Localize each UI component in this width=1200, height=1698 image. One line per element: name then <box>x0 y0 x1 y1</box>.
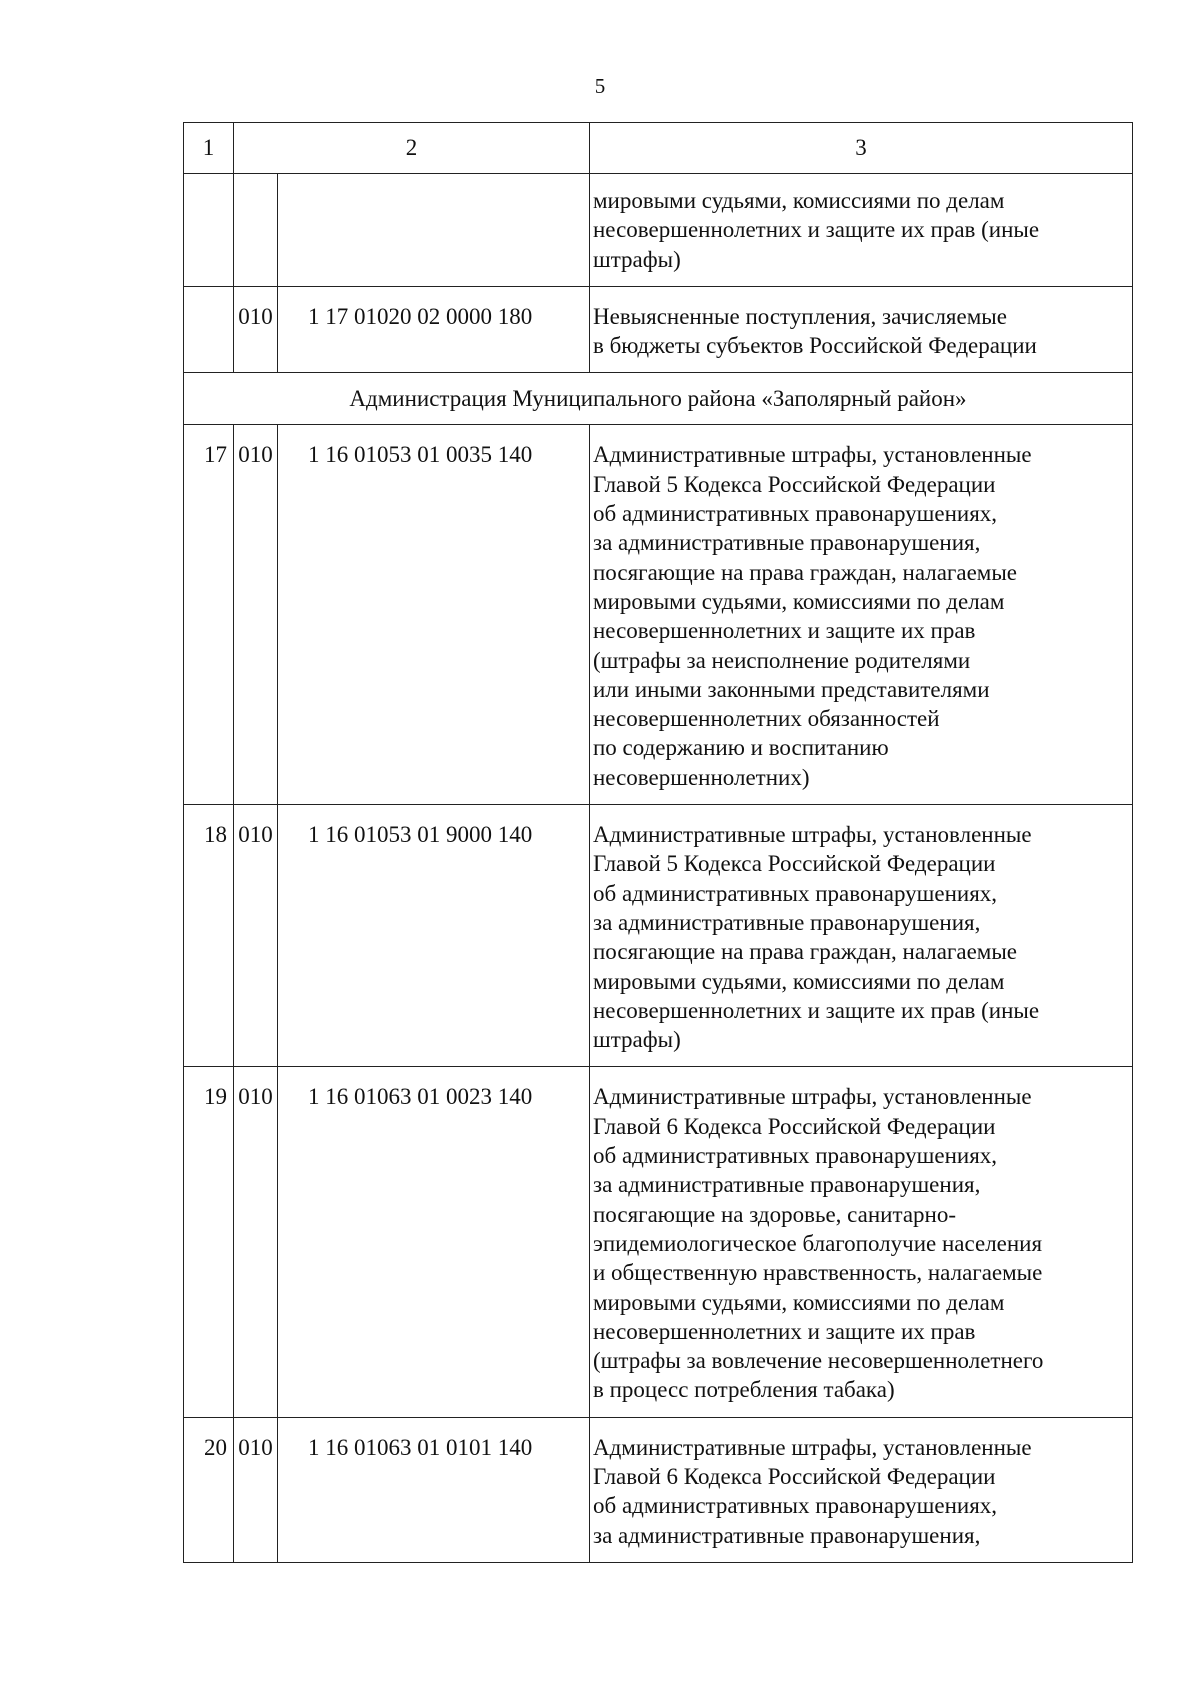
description-line: за административные правонарушения, <box>593 1522 981 1548</box>
section-row <box>184 373 1133 425</box>
description-line: посягающие на права граждан, налагаемые <box>593 559 1017 585</box>
table-row <box>184 805 1133 1067</box>
admin-code: 010 <box>234 425 278 805</box>
revenue-codes-table <box>183 122 1133 1563</box>
description-line: несовершеннолетних обязанностей <box>593 706 940 732</box>
description-line: (штрафы за неисполнение родителями <box>593 647 971 673</box>
row-number <box>184 286 234 373</box>
description-line: мировыми судьями, комиссиями по делам <box>593 188 1005 213</box>
description-line: в бюджеты субъектов Российской Федерации <box>593 333 1037 359</box>
description-line: Административные штрафы, установленные <box>593 1434 1032 1460</box>
page-number: 5 <box>594 74 606 98</box>
revenue-code: 1 16 01063 01 0023 140 <box>278 1067 590 1417</box>
table-header-row <box>184 123 1133 174</box>
description-line: за административные правонарушения, <box>593 530 981 556</box>
description-line: об административных правонарушениях, <box>593 880 998 906</box>
admin-code: 010 <box>234 1417 278 1562</box>
description-line: (штрафы за вовлечение несовершеннолетнего <box>593 1348 1044 1374</box>
description-line: мировыми судьями, комиссиями по делам <box>593 1289 1005 1315</box>
description-line: за административные правонарушения, <box>593 909 981 935</box>
description-line: Главой 5 Кодекса Российской Федерации <box>593 851 996 877</box>
table-row <box>184 286 1133 373</box>
revenue-code: 1 16 01053 01 0035 140 <box>278 425 590 805</box>
description-line: Главой 6 Кодекса Российской Федерации <box>593 1463 996 1489</box>
revenue-description <box>590 1417 1133 1562</box>
description-line: Невыясненные поступления, зачисляемые <box>593 303 1007 329</box>
revenue-code: 1 16 01053 01 9000 140 <box>278 805 590 1067</box>
description-line: штрафы) <box>593 1027 681 1053</box>
description-line: эпидемиологическое благополучие населения <box>593 1230 1043 1256</box>
revenue-description <box>590 425 1133 805</box>
description-line: об административных правонарушениях, <box>593 1493 998 1519</box>
description-line: в процесс потребления табака) <box>593 1377 895 1403</box>
row-number <box>184 174 234 287</box>
table-row <box>184 1067 1133 1417</box>
admin-code: 010 <box>234 286 278 373</box>
description-line: или иными законными представителями <box>593 676 990 702</box>
row-number: 19 <box>184 1067 234 1417</box>
section-title: Администрация Муниципального района «Заполярный район» <box>184 373 1133 425</box>
description-line: посягающие на права граждан, налагаемые <box>593 939 1017 965</box>
description-line: по содержанию и воспитанию <box>593 735 889 761</box>
description-line: мировыми судьями, комиссиями по делам <box>593 588 1005 614</box>
revenue-description <box>590 805 1133 1067</box>
admin-code: 010 <box>234 1067 278 1417</box>
revenue-code: 1 17 01020 02 0000 180 <box>278 286 590 373</box>
row-number: 20 <box>184 1417 234 1562</box>
revenue-code <box>278 174 590 287</box>
admin-code: 010 <box>234 805 278 1067</box>
revenue-description <box>590 286 1133 373</box>
description-line: штрафы) <box>593 246 681 272</box>
description-line: Главой 6 Кодекса Российской Федерации <box>593 1113 996 1139</box>
table-row <box>184 1417 1133 1562</box>
row-number: 18 <box>184 805 234 1067</box>
description-line: несовершеннолетних и защите их прав <box>593 1318 976 1344</box>
description-line: Административные штрафы, установленные <box>593 1084 1032 1110</box>
description-line: Административные штрафы, установленные <box>593 442 1032 468</box>
row-number: 17 <box>184 425 234 805</box>
header-col-1: 1 <box>184 123 234 174</box>
description-line: мировыми судьями, комиссиями по делам <box>593 968 1005 994</box>
description-line: и общественную нравственность, налагаемые <box>593 1260 1043 1286</box>
table-row-continuation <box>184 174 1133 287</box>
description-line: несовершеннолетних) <box>593 764 810 790</box>
description-line: об административных правонарушениях, <box>593 501 998 527</box>
revenue-description <box>590 1067 1133 1417</box>
table-row <box>184 425 1133 805</box>
description-line: Главой 5 Кодекса Российской Федерации <box>593 471 996 497</box>
description-line: несовершеннолетних и защите их прав (иные <box>593 997 1040 1023</box>
description-line: посягающие на здоровье, санитарно- <box>593 1201 956 1227</box>
description-line: об административных правонарушениях, <box>593 1143 998 1169</box>
description-line: за административные правонарушения, <box>593 1172 981 1198</box>
description-line: несовершеннолетних и защите их прав (иные <box>593 217 1040 243</box>
description-line: несовершеннолетних и защите их прав <box>593 618 976 644</box>
revenue-description <box>590 174 1133 287</box>
admin-code <box>234 174 278 287</box>
revenue-code: 1 16 01063 01 0101 140 <box>278 1417 590 1562</box>
description-line: Административные штрафы, установленные <box>593 822 1032 848</box>
header-col-3: 3 <box>590 123 1133 174</box>
header-col-2: 2 <box>234 123 590 174</box>
